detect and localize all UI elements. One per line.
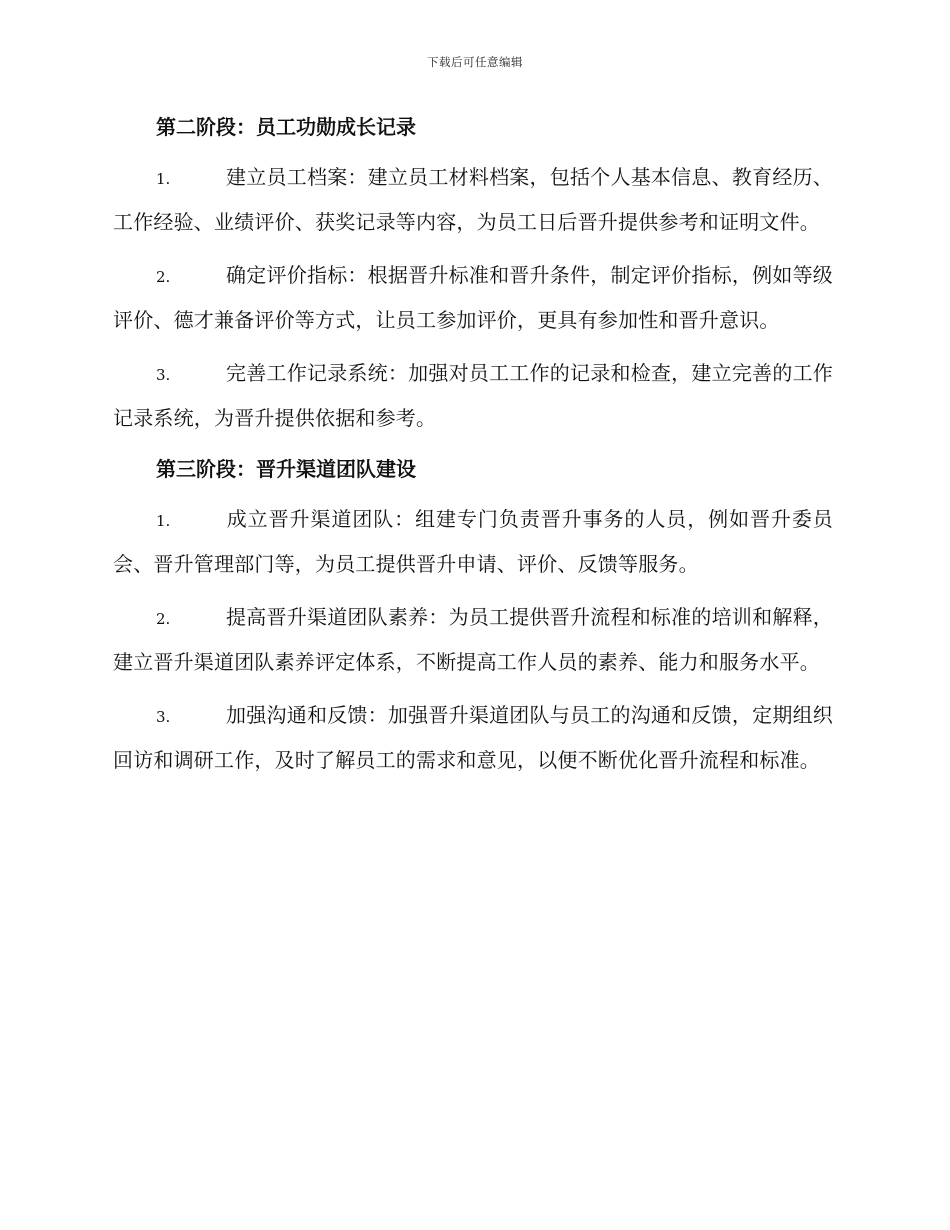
- header-note: 下载后可任意编辑: [427, 55, 523, 69]
- list-item-number: 2.: [156, 268, 171, 286]
- list-item-number: 1.: [156, 170, 171, 188]
- list-item-number: 3.: [156, 708, 171, 726]
- list-item-text: 加强沟通和反馈：加强晋升渠道团队与员工的沟通和反馈，定期组织回访和调研工作，及时了解员工的需求和意见，以便不断优化晋升流程和标准。: [113, 703, 833, 772]
- list-item: [113, 596, 833, 684]
- list-item: [113, 254, 833, 342]
- list-item: [113, 694, 833, 782]
- list-item-number: 2.: [156, 610, 171, 628]
- list-item-text: 确定评价指标：根据晋升标准和晋升条件，制定评价指标，例如等级评价、德才兼备评价等方式，让员工参加评价，更具有参加性和晋升意识。: [113, 263, 833, 332]
- list-item-number: 1.: [156, 512, 171, 530]
- section-stage-three: [113, 450, 833, 782]
- list-item-text: 建立员工档案：建立员工材料档案，包括个人基本信息、教育经历、工作经验、业绩评价、获奖记录等内容，为员工日后晋升提供参考和证明文件。: [113, 165, 833, 234]
- section-stage-two: [113, 108, 833, 440]
- list-item: [113, 352, 833, 440]
- list-item-text: 提高晋升渠道团队素养：为员工提供晋升流程和标准的培训和解释，建立晋升渠道团队素养评定体系，不断提高工作人员的素养、能力和服务水平。: [113, 605, 833, 674]
- section-heading: 第三阶段：晋升渠道团队建设: [156, 457, 416, 481]
- list-item: [113, 156, 833, 244]
- list-item-text: 成立晋升渠道团队：组建专门负责晋升事务的人员，例如晋升委员会、晋升管理部门等，为员工提供晋升申请、评价、反馈等服务。: [113, 507, 833, 576]
- section-heading: 第二阶段：员工功勋成长记录: [156, 115, 416, 139]
- list-item-text: 完善工作记录系统：加强对员工工作的记录和检查，建立完善的工作记录系统，为晋升提供依据和参考。: [113, 361, 833, 430]
- list-item: [113, 498, 833, 586]
- document-body: [113, 108, 833, 792]
- list-item-number: 3.: [156, 366, 171, 384]
